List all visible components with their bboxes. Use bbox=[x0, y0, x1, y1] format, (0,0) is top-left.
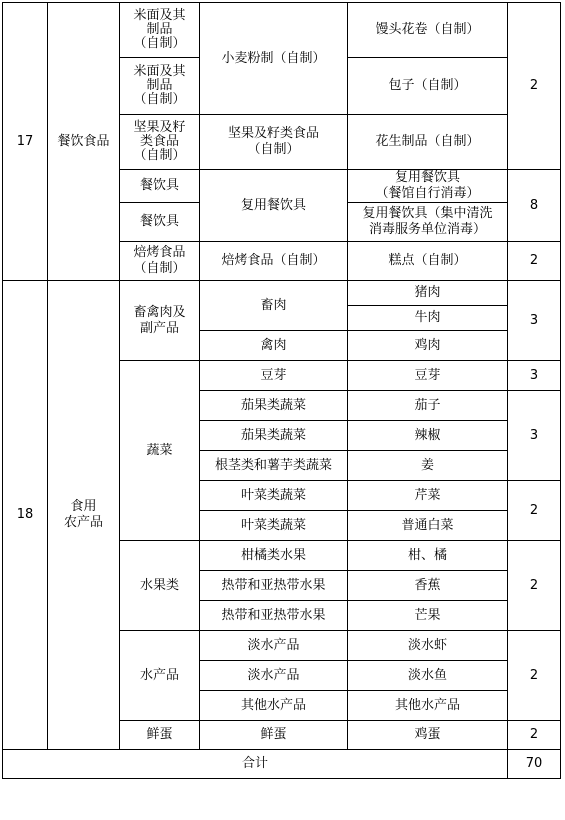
item-cell: 叶菜类蔬菜 bbox=[200, 481, 348, 511]
count-cell: 2 bbox=[508, 721, 561, 750]
sample-cell: 淡水虾 bbox=[348, 631, 508, 661]
sample-cell: 芹菜 bbox=[348, 481, 508, 511]
count-cell: 8 bbox=[508, 170, 561, 242]
total-label: 合计 bbox=[3, 750, 508, 779]
item-cell: 豆芽 bbox=[200, 361, 348, 391]
subcategory-cell: 米面及其 制品 （自制） bbox=[120, 58, 200, 115]
subcategory-cell: 水产品 bbox=[120, 631, 200, 721]
count-cell: 2 bbox=[508, 631, 561, 721]
item-cell: 焙烤食品（自制） bbox=[200, 242, 348, 281]
subcategory-cell: 畜禽肉及 副产品 bbox=[120, 281, 200, 361]
item-cell: 鲜蛋 bbox=[200, 721, 348, 750]
count-cell: 3 bbox=[508, 361, 561, 391]
sample-cell: 茄子 bbox=[348, 391, 508, 421]
count-cell: 2 bbox=[508, 541, 561, 631]
item-cell: 热带和亚热带水果 bbox=[200, 571, 348, 601]
sample-cell: 鸡肉 bbox=[348, 331, 508, 361]
section-number: 18 bbox=[3, 281, 48, 750]
sample-cell: 芒果 bbox=[348, 601, 508, 631]
subcategory-cell: 餐饮具 bbox=[120, 203, 200, 242]
count-cell: 2 bbox=[508, 481, 561, 541]
sample-cell: 豆芽 bbox=[348, 361, 508, 391]
sample-cell: 辣椒 bbox=[348, 421, 508, 451]
sample-cell: 香蕉 bbox=[348, 571, 508, 601]
category-cell: 餐饮食品 bbox=[48, 3, 120, 281]
sample-cell: 普通白菜 bbox=[348, 511, 508, 541]
item-cell: 禽肉 bbox=[200, 331, 348, 361]
item-cell: 根茎类和薯芋类蔬菜 bbox=[200, 451, 348, 481]
subcategory-cell: 焙烤食品 （自制） bbox=[120, 242, 200, 281]
sample-cell: 复用餐饮具 （餐馆自行消毒） bbox=[348, 170, 508, 203]
count-cell: 2 bbox=[508, 242, 561, 281]
subcategory-cell: 鲜蛋 bbox=[120, 721, 200, 750]
subcategory-cell: 水果类 bbox=[120, 541, 200, 631]
item-cell: 热带和亚热带水果 bbox=[200, 601, 348, 631]
item-cell: 茄果类蔬菜 bbox=[200, 391, 348, 421]
sample-cell: 复用餐饮具（集中清洗 消毒服务单位消毒） bbox=[348, 203, 508, 242]
count-cell: 3 bbox=[508, 281, 561, 361]
item-cell: 柑橘类水果 bbox=[200, 541, 348, 571]
section-number: 17 bbox=[3, 3, 48, 281]
sample-cell: 糕点（自制） bbox=[348, 242, 508, 281]
subcategory-cell: 米面及其 制品 （自制） bbox=[120, 3, 200, 58]
sample-cell: 柑、橘 bbox=[348, 541, 508, 571]
sample-cell: 包子（自制） bbox=[348, 58, 508, 115]
item-cell: 淡水产品 bbox=[200, 631, 348, 661]
subcategory-cell: 蔬菜 bbox=[120, 361, 200, 541]
count-cell: 3 bbox=[508, 391, 561, 481]
table-row bbox=[3, 281, 561, 306]
sample-cell: 花生制品（自制） bbox=[348, 115, 508, 170]
item-cell: 坚果及籽类食品 （自制） bbox=[200, 115, 348, 170]
subcategory-cell: 坚果及籽 类食品 （自制） bbox=[120, 115, 200, 170]
table-row bbox=[3, 3, 561, 58]
subcategory-cell: 餐饮具 bbox=[120, 170, 200, 203]
sample-cell: 淡水鱼 bbox=[348, 661, 508, 691]
sample-cell: 牛肉 bbox=[348, 306, 508, 331]
sampling-table bbox=[2, 2, 561, 779]
sample-cell: 姜 bbox=[348, 451, 508, 481]
sample-cell: 馒头花卷（自制） bbox=[348, 3, 508, 58]
item-cell: 小麦粉制（自制） bbox=[200, 3, 348, 115]
category-cell: 食用 农产品 bbox=[48, 281, 120, 750]
item-cell: 畜肉 bbox=[200, 281, 348, 331]
item-cell: 茄果类蔬菜 bbox=[200, 421, 348, 451]
count-cell: 2 bbox=[508, 3, 561, 170]
item-cell: 复用餐饮具 bbox=[200, 170, 348, 242]
item-cell: 叶菜类蔬菜 bbox=[200, 511, 348, 541]
total-value: 70 bbox=[508, 750, 561, 779]
sample-cell: 鸡蛋 bbox=[348, 721, 508, 750]
item-cell: 淡水产品 bbox=[200, 661, 348, 691]
item-cell: 其他水产品 bbox=[200, 691, 348, 721]
sample-cell: 其他水产品 bbox=[348, 691, 508, 721]
sample-cell: 猪肉 bbox=[348, 281, 508, 306]
total-row bbox=[3, 750, 561, 779]
